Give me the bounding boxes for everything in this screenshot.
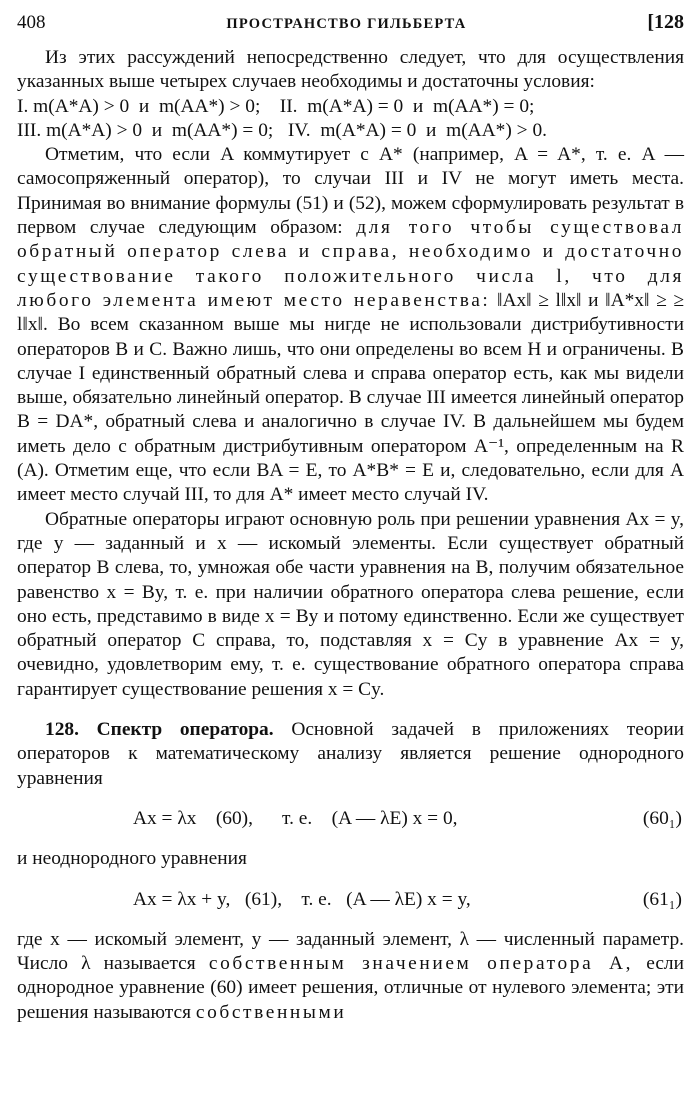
equation-tag: (60₁) [642, 807, 682, 829]
paragraph-text: ‖Ax‖ ≥ l‖x‖ и ‖A*x‖ ≥ ≥ l‖x‖. Во всем сказанном выше мы нигде не использовали дистрибутивности операторов B и C. Важно лишь, что они определены во всем H и ограничены. В случае I единственный обратный слева и справа оператор есть, как мы видели выше, обязательно линейный оператор. В случае III имеется линейный оператор B = DA*, обратный слева и аналогично в случае IV. В дальнейшем мы будем иметь дело с обратным дистрибутивным оператором A⁻¹, определенным на R (A). Отметим еще, что если BA = E, то A*B* = E и, следовательно, если для A имеет место случай III, то для A* имеет место случай IV. [17, 289, 684, 506]
cases-line-2: III. m(A*A) > 0 и m(AA*) = 0; IV. m(A*A) = 0 и m(AA*) > 0. [17, 119, 547, 141]
cases-list [17, 95, 684, 144]
paragraph-conditions-intro: Из этих рассуждений непосредственно следует, что для осуществления указанных выше четырех случаев необходимы и достаточны условия: [17, 47, 684, 93]
equation-61 [17, 888, 684, 912]
section-text: Основной задачей в приложениях теории операторов к математическому анализу является решение однородного уравнения [17, 719, 684, 789]
section-heading: 128. Спектр оператора. [45, 719, 274, 741]
paragraph-commuting-operators [17, 143, 684, 507]
section-gap [17, 702, 684, 718]
section-128 [17, 718, 684, 791]
spaced-term: собственным значением оператора A, [208, 953, 634, 975]
paragraph-eigenvalues [17, 928, 684, 1025]
equation-body: Ax = λx + y, (61), т. е. (A — λE) x = y, [133, 888, 471, 910]
paragraph-text: где x — искомый элемент, y — заданный элемент, λ — численный параметр. Число λ называется [17, 928, 684, 975]
equation-tag: (61₁) [642, 888, 682, 910]
section-marker: [128 [647, 11, 684, 33]
page-number: 408 [17, 12, 46, 33]
paragraph-text: Отметим, что если A коммутирует с A* (например, A = A*, т. е. A — самосопряженный оператор), то случаи III и IV не могут иметь места. Принимая во внимание формулы (51) и (52), можем сформулировать результат в первом случае следующим образом: [17, 144, 684, 239]
cases-line-1: I. m(A*A) > 0 и m(AA*) > 0; II. m(A*A) = 0 и m(AA*) = 0; [17, 95, 535, 117]
spaced-theorem-statement: для того чтобы существовал обратный оператор слева и справа, необходимо и достаточно существование такого положительного числа l, что для любого элемента имеют место неравенства: [17, 217, 684, 311]
page-header [17, 10, 684, 40]
equation-body: Ax = λx (60), т. е. (A — λE) x = 0, [133, 807, 458, 829]
spaced-term: собственными [195, 1001, 347, 1023]
paragraph-text: если однородное уравнение (60) имеет решения, отличные от нулевого элемента; эти решения называются [17, 953, 684, 1023]
running-title: ПРОСТРАНСТВО ГИЛЬБЕРТА [226, 16, 467, 32]
equation-60 [17, 807, 684, 831]
text-between-equations: и неоднородного уравнения [17, 848, 247, 870]
paragraph-inverse-operators: Обратные операторы играют основную роль при решении уравнения Ax = y, где y — заданный и x — искомый элементы. Если существует обратный оператор B слева, то, умножая обе части уравнения на B, получим обязательное равенство x = By, т. е. при наличии обратного оператора слева решение, если оно есть, представимо в виде x = By и потому единственно. Если же существует обратный оператор C справа, то, подставляя x = Cy в уравнение Ax = y, очевидно, удовлетворим ему, т. е. существование обратного оператора справа гарантирует существование решения x = Cy. [17, 508, 684, 700]
